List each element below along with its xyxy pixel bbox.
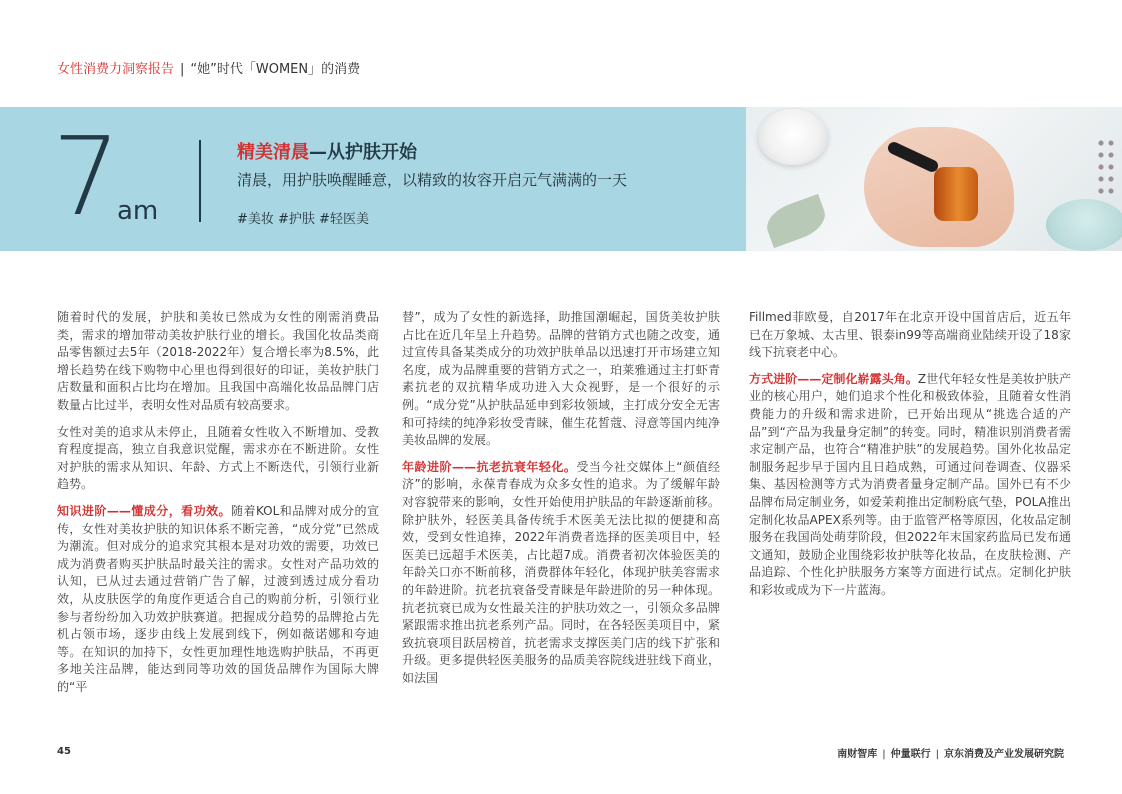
report-subtitle: “她”时代「WOMEN」的消费 xyxy=(190,62,361,77)
publisher-name: 南财智库 xyxy=(837,749,878,760)
cream-jar-image xyxy=(758,109,828,165)
section-title-highlight: 精美清晨 xyxy=(237,142,309,163)
banner-divider xyxy=(199,140,201,222)
publisher-name: 仲量联行 xyxy=(890,749,931,760)
body-column-1 xyxy=(57,309,379,705)
section-title xyxy=(237,138,417,164)
bath-salt-bowl-image xyxy=(1046,199,1122,251)
paragraph xyxy=(402,459,720,688)
time-number: 7 xyxy=(52,115,119,240)
skincare-photo xyxy=(746,107,1122,251)
paragraph: 女性对美的追求从未停止，且随着女性收入不断增加、受教育程度提高，独立自我意识觉醒，需求亦在不断进阶。女性对护肤的需求从知识、年龄、方式上不断迭代，引领行业新趋势。 xyxy=(57,424,379,492)
footer-separator: | xyxy=(935,749,939,760)
leaf-image xyxy=(762,194,831,248)
paragraph: Fillmed菲欧曼，自2017年在北京开设中国首店后，近五年已在万象城、太古里、银泰in99等高端商业陆续开设了18家线下抗衰老中心。 xyxy=(749,310,1071,360)
footer-publishers xyxy=(837,745,1064,760)
body-column-2 xyxy=(402,309,720,696)
report-header xyxy=(57,58,360,77)
section-tags: #美妆 #护肤 #轻医美 xyxy=(237,212,369,227)
page-number: 45 xyxy=(57,746,71,757)
serum-bottle-image xyxy=(934,167,978,221)
paragraph xyxy=(749,371,1071,600)
paragraph-heading: 方式进阶——定制化崭露头角。 xyxy=(749,371,918,386)
dried-flowers-image xyxy=(1096,137,1116,197)
paragraph-text: 随着KOL和品牌对成分的宣传，女性对美妆护肤的知识体系不断完善，“成分党”已然成为潮流。但对成分的追求究其根本是对功效的需要，功效已成为消费者购买护肤品时最关注的需求。女性对产品功效的认知，已从过去通过营销广告了解，过渡到透过成分看功效，从皮肤医学的角度作更适合自己的购前分析，引领行业参与者纷纷加入功效护肤赛道。把握成分趋势的品牌抢占先机占领市场，逐步由线上发展到线下，例如薇诺娜和夸迪等。在知识的加持下，女性更加理性地选购护肤品，不再更多地关注品牌，能达到同等功效的国货品牌作为国际大牌的“平 xyxy=(57,503,379,694)
publisher-name: 京东消费及产业发展研究院 xyxy=(944,749,1064,760)
paragraph xyxy=(57,503,379,697)
paragraph: 替”，成为了女性的新选择，助推国潮崛起，国货美妆护肤占比在近几年呈上升趋势。品牌的营销方式也随之改变，通过宣传具备某类成分的功效护肤单品以迅速打开市场建立知名度，成为品牌重要的营销方式之一，珀莱雅通过主打虾青素抗老的双抗精华成功进入大众视野，是一个很好的示例。“成分党”从护肤品延申到彩妆领域，主打成分安全无害和可持续的纯净彩妆受青睐，催生花皙蔻、浔意等国内纯净美妆品牌的发展。 xyxy=(402,310,720,448)
header-separator: | xyxy=(180,62,185,77)
section-subtitle: 清晨，用护肤唤醒睡意，以精致的妆容开启元气满满的一天 xyxy=(237,171,628,189)
time-unit: am xyxy=(117,196,159,226)
paragraph-text: Z世代年轻女性是美妆护肤产业的核心用户，她们追求个性化和极致体验，且随着女性消费能力的升级和需求进阶，已开始出现从“挑选合适的产品”到“产品为我量身定制”的转变。同时，精准识别消费者需求定制产品，也符合“精准护肤”的发展趋势。国外化妆品定制服务起步早于国内且日趋成熟，可通过问卷调查、仪器采集、基因检测等方式为消费者量身定制产品。国外已有不少品牌布局定制业务，如爱茉莉推出定制粉底气垫，POLA推出定制化妆品APEX系列等。由于监管严格等原因，化妆品定制服务在我国尚处萌芽阶段，但2022年末国家药监局已发布通文通知，鼓励企业围绕彩妆护肤等化妆品，在皮肤检测、产品追踪、个性化护肤服务方案等方面进行试点。定制化护肤和彩妆或成为下一片蓝海。 xyxy=(749,371,1071,597)
body-column-3 xyxy=(749,309,1071,609)
report-name: 女性消费力洞察报告 xyxy=(57,62,175,77)
paragraph-heading: 年龄进阶——抗老抗衰年轻化。 xyxy=(402,459,577,474)
paragraph: 随着时代的发展，护肤和美妆已然成为女性的刚需消费品类，需求的增加带动美妆护肤行业的增长。我国化妆品类商品零售额过去5年（2018-2022年）复合增长率为8.5%，此增长趋势在线下购物中心里也得到很好的印证，美妆护肤门店数量和面积占比均在增加。且我国中高端化妆品品牌门店数量占比过半，表明女性对品质有较高要求。 xyxy=(57,310,379,412)
paragraph-heading: 知识进阶——懂成分，看功效。 xyxy=(57,503,232,518)
section-title-rest: —从护肤开始 xyxy=(309,142,417,163)
paragraph-text: 受当今社交媒体上“颜值经济”的影响，永葆青春成为众多女性的追求。为了缓解年龄对容貌带来的影响，女性开始使用护肤品的年龄逐渐前移。除护肤外，轻医美具备传统手术医美无法比拟的便捷和高效，受到女性追捧，2022年消费者选择的医美项目中，轻医美已远超手术医美，占比超7成。消费者初次体验医美的年龄关口亦不断前移，消费群体年轻化，体现护肤美容需求的年龄进阶。抗老抗衰备受青睐是年龄进阶的另一种体现。抗老抗衰已成为女性最关注的护肤功效之一，引领众多品牌紧跟需求推出抗老系列产品。同时，在各轻医美项目中，紧致抗衰项目跃居榜首，抗老需求支撑医美门店的线下扩张和升级。更多提供轻医美服务的品质美容院线进驻线下商业，如法国 xyxy=(402,459,720,685)
footer-separator: | xyxy=(882,749,886,760)
